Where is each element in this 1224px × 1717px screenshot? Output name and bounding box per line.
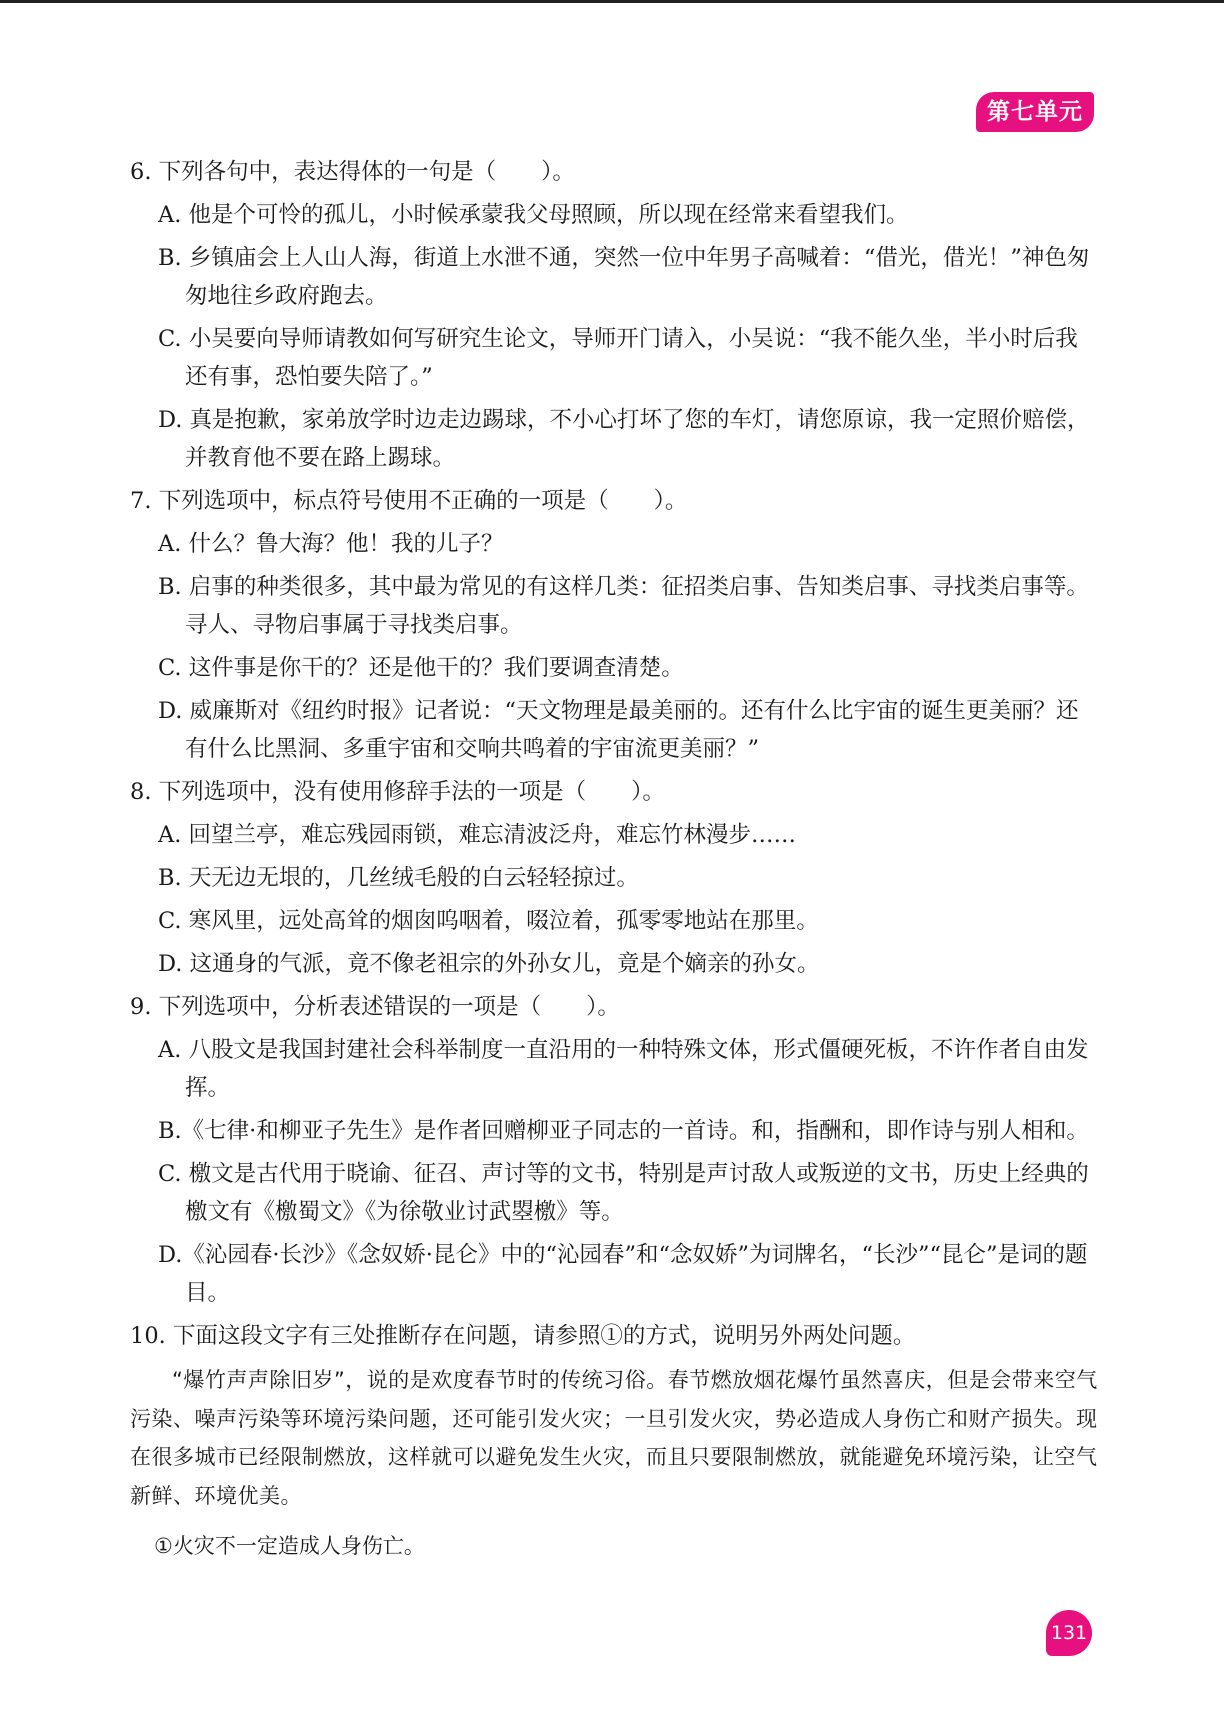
question-8 [130,773,1098,983]
question-10 [130,1317,1098,1565]
question-stem: 6. 下列各句中，表达得体的一句是（ ）。 [130,159,575,185]
question-stem: 8. 下列选项中，没有使用修辞手法的一项是（ ）。 [130,779,665,805]
option-c: C. 寒风里，远处高耸的烟囱呜咽着，啜泣着，孤零零地站在那里。 [158,908,819,934]
question-6 [130,153,1098,477]
reading-passage: “爆竹声声除旧岁”，说的是欢度春节时的传统习俗。春节燃放烟花爆竹虽然喜庆，但是会带来空气污染、噪声污染等环境污染问题，还可能引发火灾；一旦引发火灾，势必造成人身伤亡和财产损失。现在很多城市已经限制燃放，这样就可以避免发生火灾，而且只要限制燃放，就能避免环境污染，让空气新鲜、环境优美。 [130,1368,1098,1508]
question-stem: 7. 下列选项中，标点符号使用不正确的一项是（ ）。 [130,488,688,514]
option-d: D. 威廉斯对《纽约时报》记者说：“天文物理是最美丽的。还有什么比宇宙的诞生更美丽？还有什么比黑洞、多重宇宙和交响共鸣着的宇宙流更美丽？” [158,698,1079,762]
option-c: C. 小吴要向导师请教如何写研究生论文，导师开门请入，小吴说：“我不能久坐，半小时后我还有事，恐怕要失陪了。” [158,326,1078,390]
question-stem: 10. 下面这段文字有三处推断存在问题，请参照①的方式，说明另外两处问题。 [130,1323,916,1349]
example-answer: ①火灾不一定造成人身伤亡。 [154,1534,425,1558]
option-b: B. 乡镇庙会上人山人海，街道上水泄不通，突然一位中年男子高喊着：“借光，借光！”神色匆匆地往乡政府跑去。 [158,245,1090,309]
option-d: D.《沁园春·长沙》《念奴娇·昆仑》中的“沁园春”和“念奴娇”为词牌名，“长沙”“昆仑”是词的题目。 [158,1242,1088,1306]
page-content [130,148,1098,1565]
question-9 [130,988,1098,1312]
unit-badge: 第七单元 [976,92,1094,132]
option-a: A. 什么？鲁大海？他！我的儿子？ [158,531,504,557]
option-d: D. 真是抱歉，家弟放学时边走边踢球，不小心打坏了您的车灯，请您原谅，我一定照价赔偿，并教育他不要在路上踢球。 [158,407,1090,471]
option-a: A. 回望兰亭，难忘残园雨锁，难忘清波泛舟，难忘竹林漫步…… [158,822,797,848]
page-number-badge: 131 [1046,1610,1092,1656]
option-d: D. 这通身的气派，竟不像老祖宗的外孙女儿，竟是个嫡亲的孙女。 [158,951,820,977]
option-c: C. 檄文是古代用于晓谕、征召、声讨等的文书，特别是声讨敌人或叛逆的文书，历史上经典的檄文有《檄蜀文》《为徐敬业讨武曌檄》等。 [158,1161,1089,1225]
question-7 [130,482,1098,768]
option-b: B.《七律·和柳亚子先生》是作者回赠柳亚子同志的一首诗。和，指酬和，即作诗与别人相和。 [158,1118,1089,1144]
question-stem: 9. 下列选项中，分析表述错误的一项是（ ）。 [130,994,620,1020]
option-c: C. 这件事是你干的？还是他干的？我们要调查清楚。 [158,655,684,681]
option-b: B. 天无边无垠的，几丝绒毛般的白云轻轻掠过。 [158,865,639,891]
top-rule [0,0,1224,3]
option-a: A. 他是个可怜的孤儿，小时候承蒙我父母照顾，所以现在经常来看望我们。 [158,202,909,228]
option-b: B. 启事的种类很多，其中最为常见的有这样几类：征招类启事、告知类启事、寻找类启事等。寻人、寻物启事属于寻找类启事。 [158,574,1089,638]
option-a: A. 八股文是我国封建社会科举制度一直沿用的一种特殊文体，形式僵硬死板，不许作者自由发挥。 [158,1037,1089,1101]
